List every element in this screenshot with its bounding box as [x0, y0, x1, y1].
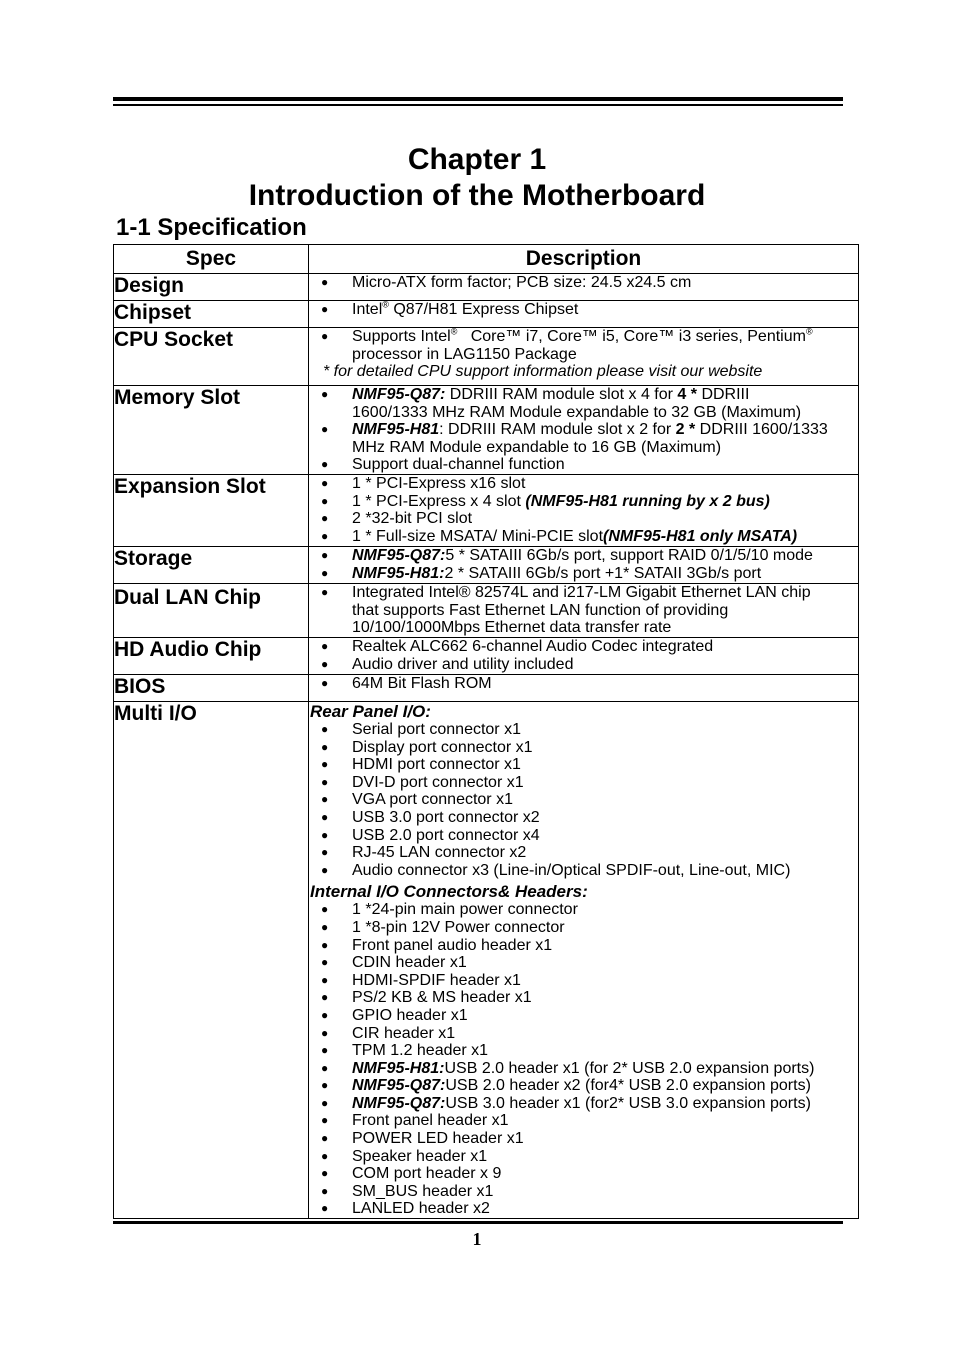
row-chipset	[114, 301, 859, 328]
spec-table	[113, 244, 859, 1219]
list-item: ● Intel® Q87/H81 Express Chipset	[309, 301, 858, 319]
list-item: ● CIR header x1	[309, 1025, 858, 1043]
list-item: ● GPIO header x1	[309, 1007, 858, 1025]
list-item: ● 1 *24-pin main power connector	[309, 901, 858, 919]
spec-hd-audio: HD Audio Chip	[114, 638, 309, 675]
header-rule-thin	[113, 104, 843, 106]
row-hd-audio	[114, 638, 859, 675]
list-item: ● SM_BUS header x1	[309, 1183, 858, 1201]
row-multi-io	[114, 702, 859, 1219]
desc-design	[309, 274, 859, 301]
desc-chipset	[309, 301, 859, 328]
internal-io-heading: Internal I/O Connectors& Headers:	[310, 882, 588, 902]
chapter-title: Introduction of the Motherboard	[248, 179, 706, 212]
list-item: ● Micro-ATX form factor; PCB size: 24.5 x24.5 cm	[309, 274, 858, 292]
header-rule-thick	[113, 97, 843, 101]
desc-hd-audio	[309, 638, 859, 675]
list-item: ● Audio driver and utility included	[309, 656, 858, 674]
list-item: ● 1 *8-pin 12V Power connector	[309, 919, 858, 937]
list-item: ● POWER LED header x1	[309, 1130, 858, 1148]
list-item: ● PS/2 KB & MS header x1	[309, 989, 858, 1007]
list-item: ● 1 * PCI-Express x16 slot	[309, 475, 858, 493]
row-memory-slot	[114, 386, 859, 475]
list-item: ● CDIN header x1	[309, 954, 858, 972]
list-item: ● Speaker header x1	[309, 1148, 858, 1166]
spec-expansion-slot: Expansion Slot	[114, 475, 309, 547]
rear-panel-heading: Rear Panel I/O:	[310, 702, 431, 721]
list-item: ● NMF95-H81:USB 2.0 header x1 (for 2* USB 2.0 expansion ports)	[309, 1060, 858, 1078]
header-description: Description	[309, 245, 859, 274]
list-item: ● Front panel audio header x1	[309, 937, 858, 955]
desc-multi-io	[309, 702, 859, 1219]
desc-expansion-slot	[309, 475, 859, 547]
spec-chipset: Chipset	[114, 301, 309, 328]
spec-memory-slot: Memory Slot	[114, 386, 309, 475]
list-item: ● 64M Bit Flash ROM	[309, 675, 858, 693]
desc-bios	[309, 675, 859, 702]
header-spec: Spec	[114, 245, 309, 274]
row-dual-lan	[114, 584, 859, 638]
list-item: ● USB 2.0 port connector x4	[309, 827, 858, 845]
spec-bios: BIOS	[114, 675, 309, 702]
list-item: ● DVI-D port connector x1	[309, 774, 858, 792]
list-item: ● Integrated Intel® 82574L and i217-LM Gigabit Ethernet LAN chip that supports Fast Ethernet LAN function of providing 10/100/1000Mbps Ethernet data transfer rate	[309, 584, 858, 637]
list-item: ● Serial port connector x1	[309, 721, 858, 739]
list-item: ● RJ-45 LAN connector x2	[309, 844, 858, 862]
spec-dual-lan: Dual LAN Chip	[114, 584, 309, 638]
list-item: ● 2 *32-bit PCI slot	[309, 510, 858, 528]
row-design	[114, 274, 859, 301]
row-expansion-slot	[114, 475, 859, 547]
list-item: ● TPM 1.2 header x1	[309, 1042, 858, 1060]
list-item: ● USB 3.0 port connector x2	[309, 809, 858, 827]
list-item: ● VGA port connector x1	[309, 791, 858, 809]
table-header-row	[114, 245, 859, 274]
footer-rule	[113, 1221, 843, 1224]
list-item: ● Supports Intel® Core™ i7, Core™ i5, Core™ i3 series, Pentium® processor in LAG1150 Package	[309, 328, 858, 363]
spec-cpu-socket: CPU Socket	[114, 328, 309, 386]
list-item: ● NMF95-H81:2 * SATAIII 6Gb/s port +1* SATAII 3Gb/s port	[309, 565, 858, 583]
row-bios	[114, 675, 859, 702]
cpu-note: * for detailed CPU support information please visit our website	[323, 363, 763, 381]
list-item: ● NMF95-Q87:USB 2.0 header x2 (for4* USB 2.0 expansion ports)	[309, 1077, 858, 1095]
row-storage	[114, 547, 859, 584]
desc-dual-lan	[309, 584, 859, 638]
list-item: ● 1 * PCI-Express x 4 slot (NMF95-H81 running by x 2 bus)	[309, 493, 858, 511]
list-item: ● NMF95-Q87:USB 3.0 header x1 (for2* USB 3.0 expansion ports)	[309, 1095, 858, 1113]
list-item: ● COM port header x 9	[309, 1165, 858, 1183]
list-item: ● Front panel header x1	[309, 1112, 858, 1130]
list-item: ● Audio connector x3 (Line-in/Optical SPDIF-out, Line-out, MIC)	[309, 862, 858, 880]
list-item: ● HDMI-SPDIF header x1	[309, 972, 858, 990]
spec-multi-io: Multi I/O	[114, 702, 309, 1219]
list-item: ● NMF95-Q87: DDRIII RAM module slot x 4 for 4 * DDRIII 1600/1333 MHz RAM Module expandable to 32 GB (Maximum)	[309, 386, 858, 421]
section-heading: 1-1 Specification	[116, 214, 307, 241]
list-item: ● NMF95-Q87:5 * SATAIII 6Gb/s port, support RAID 0/1/5/10 mode	[309, 547, 858, 565]
row-cpu-socket	[114, 328, 859, 386]
chapter-heading: Chapter 1	[407, 143, 547, 176]
list-item: ● Realtek ALC662 6-channel Audio Codec integrated	[309, 638, 858, 656]
page-number: 1	[472, 1229, 482, 1249]
list-item: ● LANLED header x2	[309, 1200, 858, 1218]
list-item: ● Support dual-channel function	[309, 456, 858, 474]
spec-design: Design	[114, 274, 309, 301]
desc-cpu-socket	[309, 328, 859, 386]
desc-memory-slot	[309, 386, 859, 475]
list-item: ● NMF95-H81: DDRIII RAM module slot x 2 for 2 * DDRIII 1600/1333 MHz RAM Module expandable to 16 GB (Maximum)	[309, 421, 858, 456]
list-item: ● HDMI port connector x1	[309, 756, 858, 774]
list-item: ● Display port connector x1	[309, 739, 858, 757]
spec-storage: Storage	[114, 547, 309, 584]
list-item: ● 1 * Full-size MSATA/ Mini-PCIE slot(NMF95-H81 only MSATA)	[309, 528, 858, 546]
desc-storage	[309, 547, 859, 584]
